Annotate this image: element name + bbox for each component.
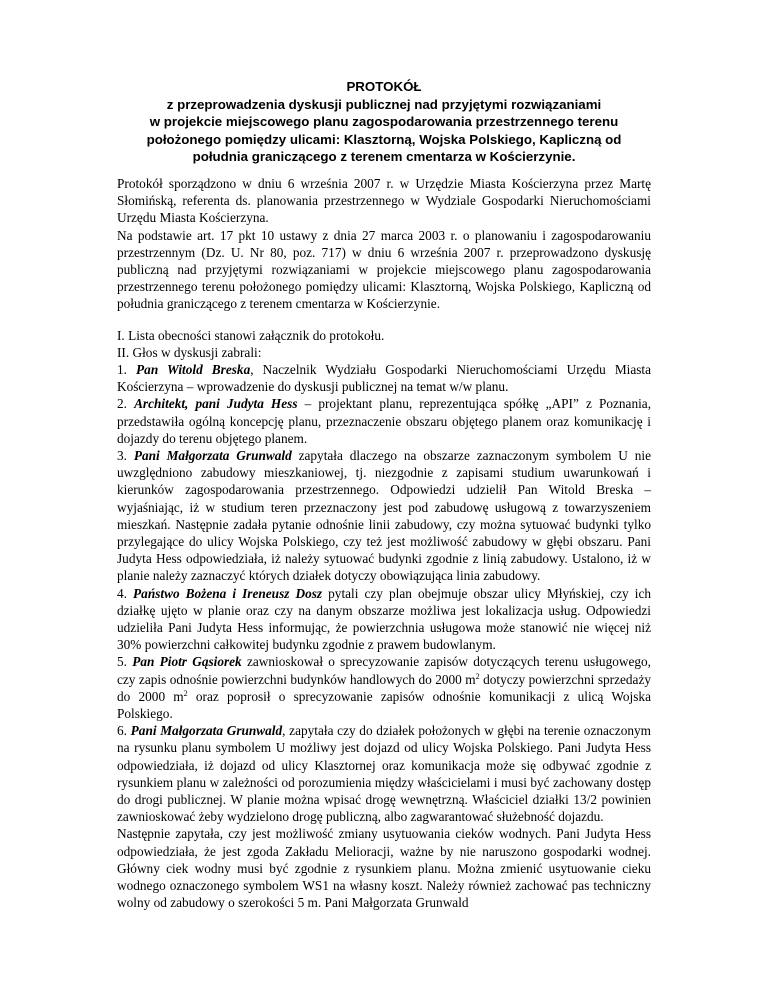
item-text: pytali czy plan obejmuje obszar ulicy Młyńskiej, czy ich działkę ujęto w planie oraz czy na danym obszarze możliwa jest lokalizacja usług. Odpowiedzi udzieliła Pani Judyta Hess informując, że powierzchnia usługowa może stanowić nie więcej niż 30% powierzchni całkowitej budynku zgodnie z prawem budowlanym. <box>117 585 652 653</box>
title-line: położonego pomiędzy ulicami: Klasztorną, Wojska Polskiego, Kapliczną od <box>146 131 622 147</box>
list-item <box>117 361 651 395</box>
speaker-name: Pani Małgorzata Grunwald <box>130 723 283 739</box>
item-text: oraz poprosił o sprecyzowanie zapisów odnośnie komunikacji z ulicą Wojska Polskiego. <box>117 688 651 722</box>
item-number: 6. <box>117 723 131 739</box>
list-item <box>117 653 651 722</box>
list-item <box>117 722 651 825</box>
item-number: 1. <box>117 362 137 377</box>
item-text: , Naczelnik Wydziału Gospodarki Nieruchomościami Urzędu Miasta Kościerzyna – wprowadzenie do dyskusji publicznej na temat w/w planu. <box>117 362 652 395</box>
item-text: zapytała dlaczego na obszarze zaznaczonym symbolem U nie uwzględniono zabudowy mieszkaniowej, tj. niezgodnie z zapisami studium uwarunkowań i kierunków zagospodarowania przestrzennego. Odpowiedzi udzielił Pan Witold Breska – wyjaśniając, iż w studium teren przeznaczony jest pod zabudowę usługową z towarzyszeniem mieszkań. Następnie zadała pytanie odnośnie linii zabudowy, czy można sytuować budynki tylko przylegające do ulicy Wojska Polskiego, czy też jest możliwość zabudowy w głębi obszaru. Pani Judyta Hess odpowiedziała, iż należy sytuować budynki zgodnie z linią zabudowy. Ustalono, iż w planie należy zaznaczyć których działek dotyczy obowiązująca linia zabudowy. <box>117 448 651 584</box>
document-title <box>117 78 651 166</box>
intro-paragraph: Na podstawie art. 17 pkt 10 ustawy z dnia 27 marca 2003 r. o planowaniu i zagospodarowaniu przestrzennym (Dz. U. Nr 80, poz. 717) w dniu 6 września 2007 r. przeprowadzono dyskusję publiczną nad przyjętymi rozwiązaniami w projekcie miejscowego planu zagospodarowania przestrzennego terenu położonego pomiędzy ulicami: Klasztorną, Wojska Polskiego, Kapliczną od południa graniczącego z terenem cmentarza w Kościerzynie. <box>117 227 651 312</box>
item-text: zawnioskował o sprecyzowanie zapisów dotyczących terenu usługowego, czy zapis odnośnie powierzchni budynków handlowych do 2000 m <box>117 654 651 687</box>
item-number: 3. <box>117 448 134 464</box>
title-line: PROTOKÓŁ <box>346 79 422 94</box>
item-text: – projektant planu, reprezentująca spółkę „API” z Poznania, przedstawiła ogólną koncepcję planu, przeznaczenie obszaru objętego planem oraz komunikację i dojazdy do terenu objętego planem. <box>117 396 652 446</box>
superscript: 2 <box>475 671 480 681</box>
list-item <box>117 585 651 654</box>
document-body <box>117 175 651 912</box>
intro-paragraph: Protokół sporządzono w dniu 6 września 2007 r. w Urzędzie Miasta Kościerzyna przez Martę Słomińską, referenta ds. planowania przestrzennego w Wydziale Gospodarki Nieruchomościami Urzędu Miasta Kościerzyna. <box>117 175 651 226</box>
speaker-name: Pan Piotr Gąsiorek <box>132 654 242 670</box>
list-item <box>117 395 651 447</box>
superscript: 2 <box>183 688 188 698</box>
continuation-paragraph: Następnie zapytała, czy jest możliwość zmiany usytuowania cieków wodnych. Pani Judyta Hess odpowiedziała, że jest zgoda Zakładu Melioracji, ważne by nie naruszono gospodarki wodnej. Główny ciek wodny musi być zgodnie z rysunkiem planu. Można zmienić usytuowanie cieku wodnego oznaczonego symbolem WS1 na własny koszt. Należy również zachować pas techniczny wolny od zabudowy o szerokości 5 m. Pani Małgorzata Grunwald <box>117 826 651 911</box>
section-heading: I. Lista obecności stanowi załącznik do protokołu. <box>117 327 385 343</box>
document-page <box>117 78 651 912</box>
speaker-name: Pani Małgorzata Grunwald <box>133 448 292 464</box>
title-line: z przeprowadzenia dyskusji publicznej nad przyjętymi rozwiązaniami <box>166 96 602 112</box>
item-text: , zapytała czy do działek położonych w głębi na terenie oznaczonym na rysunku planu symbolem U możliwy jest dojazd od ulicy Wojska Polskiego. Pani Judyta Hess odpowiedziała, iż dojazd od ulicy Klasztornej oraz komunikacja może się odbywać zgodnie z rysunkiem planu w zależności od porozumienia między właścicielami i musi być zachowany dostęp do drogi publicznej. W planie można wpisać drogę wewnętrzną. Właściciel działki 13/2 powinien zawnioskować żeby wydzielono drogę publiczną, albo zagwarantować służebność dojazdu. <box>117 723 651 825</box>
title-line: w projekcie miejscowego planu zagospodarowania przestrzennego terenu <box>149 114 619 130</box>
speaker-name: Państwo Bożena i Ireneusz Dosz <box>133 585 323 601</box>
item-number: 4. <box>117 585 134 601</box>
speaker-name: Architekt, pani Judyta Hess <box>134 396 298 412</box>
title-line: południa graniczącego z terenem cmentarza w Kościerzynie. <box>192 149 576 165</box>
section-heading: II. Głos w dyskusji zabrali: <box>117 344 262 360</box>
speaker-name: Pan Witold Breska <box>136 362 251 377</box>
item-text: dotyczy powierzchni sprzedaży do 2000 m <box>117 671 651 704</box>
item-number: 2. <box>117 396 135 412</box>
list-item <box>117 447 651 585</box>
item-number: 5. <box>117 654 133 670</box>
